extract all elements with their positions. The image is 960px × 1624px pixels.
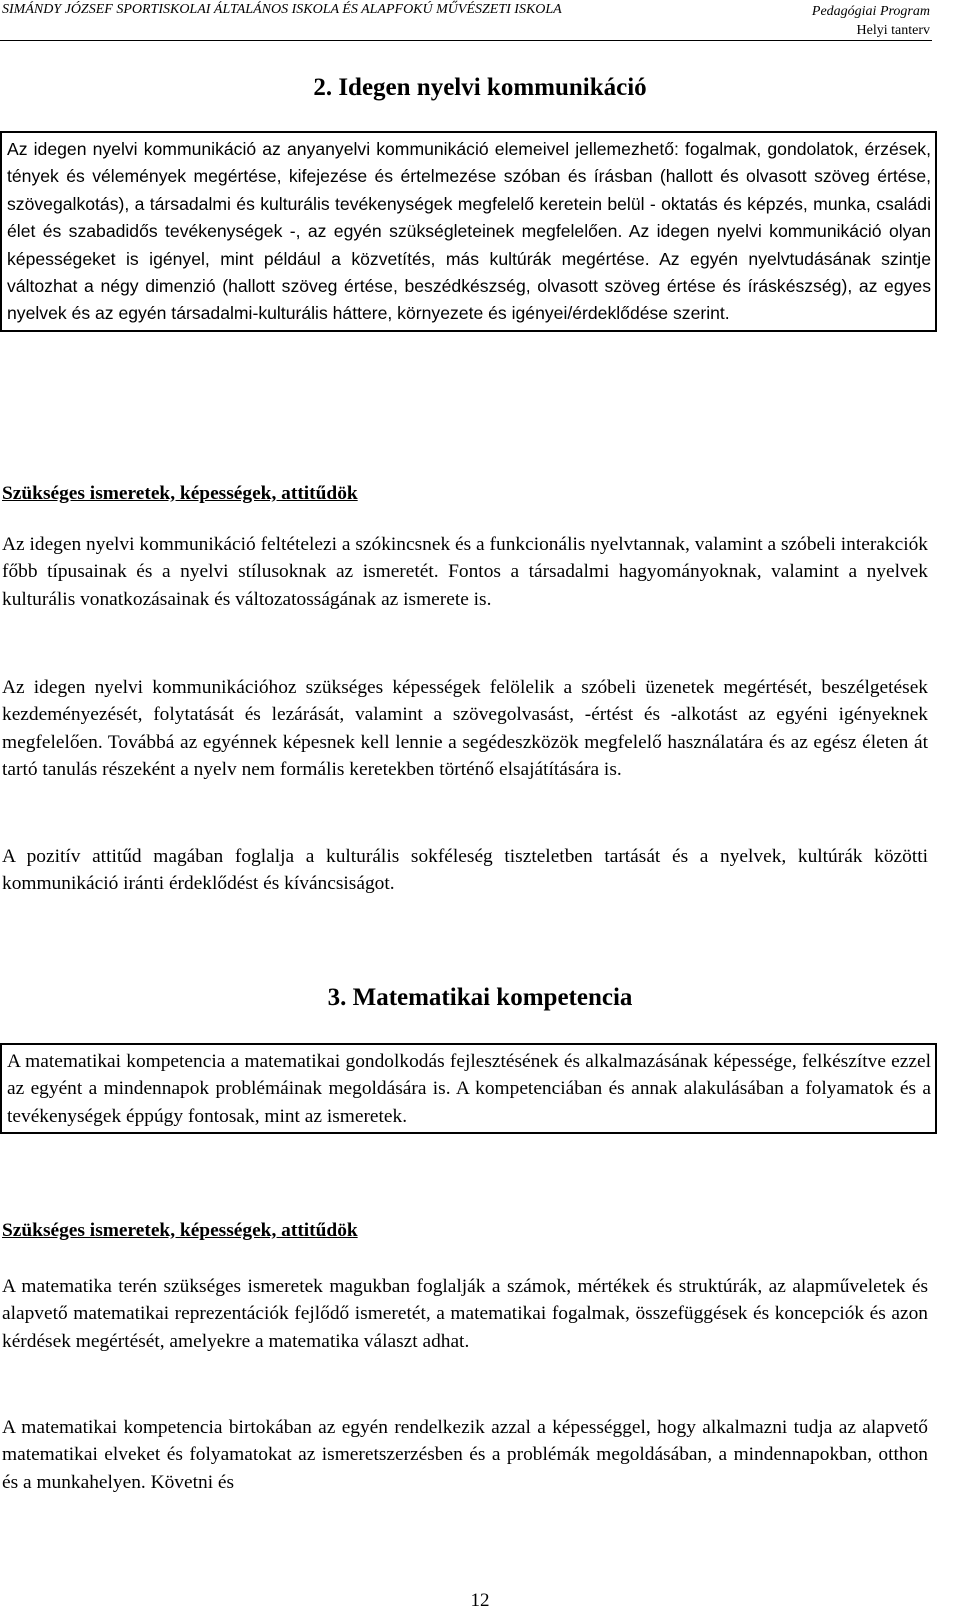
document-title: Pedagógiai Program [811, 4, 930, 19]
document-subtitle: Helyi tanterv [856, 23, 930, 38]
section-2-title: 2. Idegen nyelvi kommunikáció [313, 74, 647, 101]
section-2-definition-box: Az idegen nyelvi kommunikáció az anyanyelvi kommunikáció elemeivel jellemezhető: fogalmak, gondolatok, érzések, tények és vélemények megértése, kifejezése és értelmezése szóban és írásban (hallott és olvasott szöveg értése, szövegalkotás), a társadalmi és kulturális tevékenységek megfelelő keretein belül - oktatás és képzés, munka, családi élet és szabadidős tevékenységek -, az egyén szükségleteinek megfelelően. Az idegen nyelvi kommunikáció olyan képességeket is igényel, mint például a közvetítés, más kultúrák megértése. Az egyén nyelvtudásának szintje változhat a négy dimenzió (hallott szöveg értése, beszédkészség, olvasott szöveg értése és íráskészség), az egyes nyelvek és az egyén társadalmi-kulturális háttere, környezete és igényei/érdeklődése szerint. [0, 131, 937, 332]
section-2-paragraph-3: A pozitív attitűd magában foglalja a kulturális sokféleség tiszteletben tartását és a nyelvek, kultúrák közötti kommunikáció iránti érdeklődést és kíváncsiságot. [2, 846, 928, 895]
section-3-definition-box: A matematikai kompetencia a matematikai gondolkodás fejlesztésének és alkalmazásának képessége, felkészítve ezzel az egyént a mindennapok problémáinak megoldására is. A kompetenciában és annak alakulásában a folyamatok és a tevékenységek éppúgy fontosak, mint az ismeretek. [0, 1043, 937, 1134]
section-2-subheading: Szükséges ismeretek, képességek, attitűdök [2, 483, 358, 504]
section-2-paragraph-2: Az idegen nyelvi kommunikációhoz szükséges képességek felölelik a szóbeli üzenetek megértését, beszélgetések kezdeményezését, folytatását és lezárását, valamint a szövegolvasást, -értést és -alkotást az egyéni igényeknek megfelelően. Továbbá az egyénnek képesnek kell lennie a segédeszközök megfelelő használatára és az egész életen át tartó tanulás részeként a nyelv nem formális keretekben történő elsajátítására is. [2, 677, 928, 781]
document-label [812, 2, 930, 40]
section-3-subheading: Szükséges ismeretek, képességek, attitűdök [2, 1220, 358, 1241]
school-name: SIMÁNDY JÓZSEF SPORTISKOLAI ÁLTALÁNOS ISKOLA ÉS ALAPFOKÚ MŰVÉSZETI ISKOLA [2, 2, 562, 17]
section-3-title: 3. Matematikai kompetencia [327, 984, 633, 1011]
section-3-paragraph-2: A matematikai kompetencia birtokában az egyén rendelkezik azzal a képességgel, hogy alkalmazni tudja az alapvető matematikai elveket és folyamatokat az ismeretszerzésben és a problémák megoldásában, a mindennapokban, otthon és a munkahelyen. Követni és [2, 1417, 928, 1493]
section-3-paragraph-1: A matematika terén szükséges ismeretek magukban foglalják a számok, mértékek és struktúrák, az alapműveletek és alapvető matematikai reprezentációk fejlődő ismeretét, a matematikai fogalmak, összefüggések és koncepciók és azon kérdések megértését, amelyekre a matematika választ adhat. [2, 1276, 928, 1352]
page-number: 12 [470, 1590, 490, 1611]
section-2-paragraph-1: Az idegen nyelvi kommunikáció feltételezi a szókincsnek és a funkcionális nyelvtannak, valamint a szóbeli interakciók főbb típusainak és a nyelvi stílusoknak az ismeretét. Fontos a társadalmi hagyományoknak, valamint a nyelvek kulturális vonatkozásainak és változatosságának az ismerete is. [2, 534, 928, 610]
page-header [0, 0, 932, 41]
